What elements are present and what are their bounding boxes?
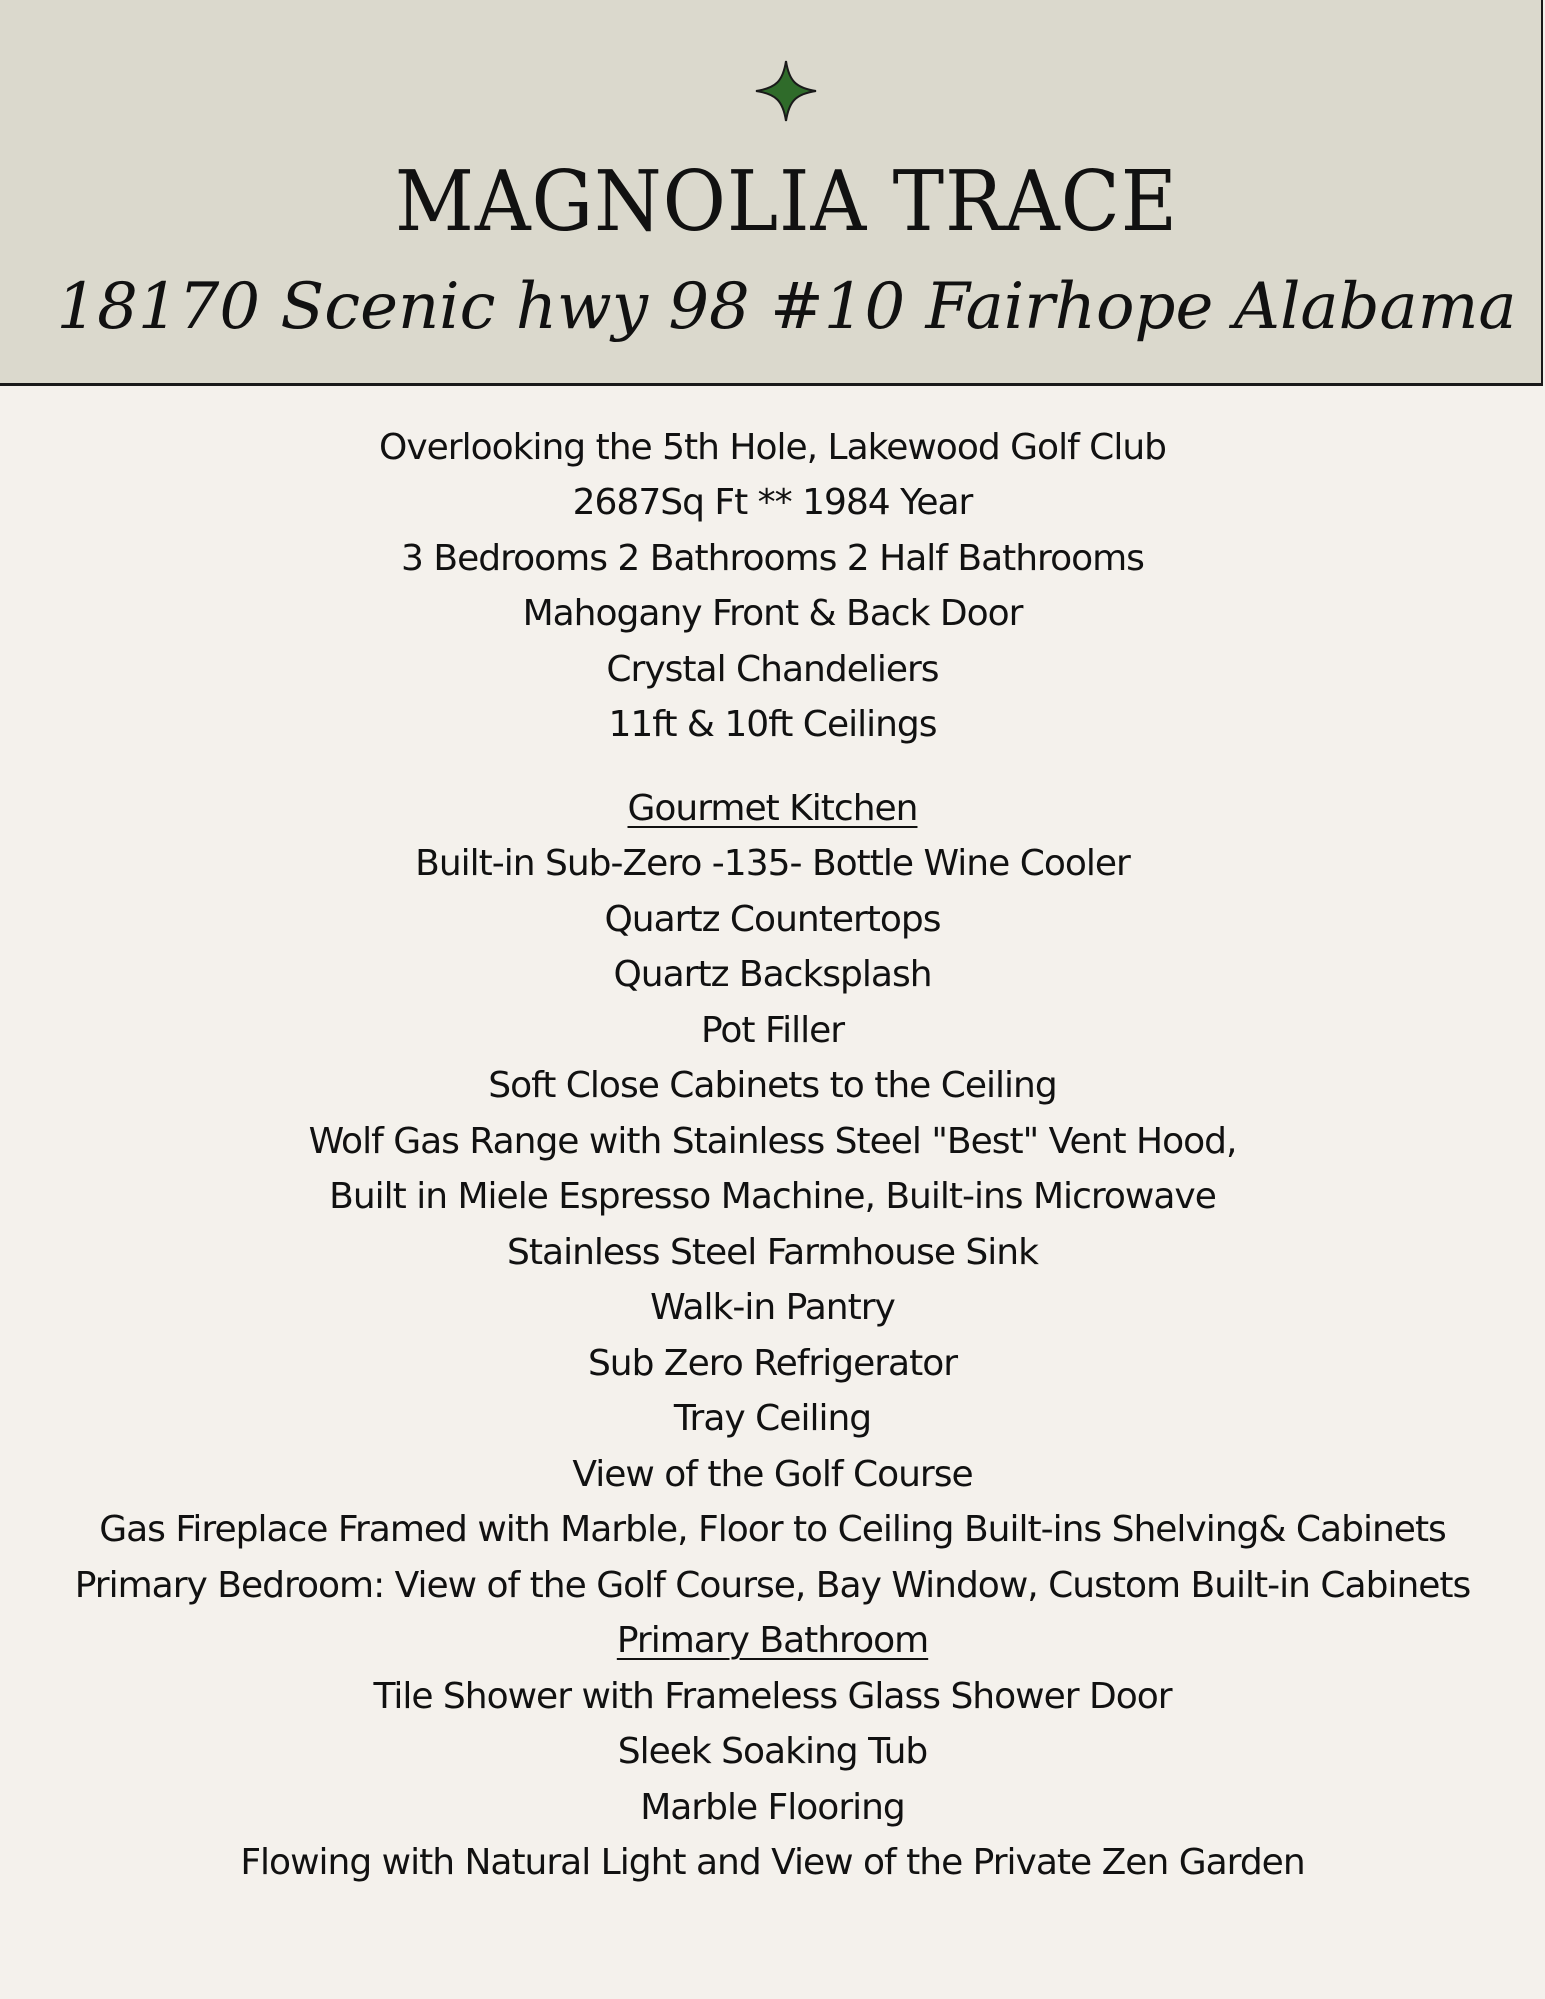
feature-item: Mahogany Front & Back Door xyxy=(522,593,1023,634)
feature-item: Built in Miele Espresso Machine, Built-ins Microwave xyxy=(329,1176,1216,1217)
feature-item: Wolf Gas Range with Stainless Steel "Best" Vent Hood, xyxy=(308,1121,1237,1162)
feature-item: View of the Golf Course xyxy=(572,1454,973,1495)
header-banner xyxy=(0,0,1543,386)
feature-item: 3 Bedrooms 2 Bathrooms 2 Half Bathrooms xyxy=(401,538,1144,579)
feature-item: Pot Filler xyxy=(700,1010,845,1051)
feature-item: Stainless Steel Farmhouse Sink xyxy=(507,1232,1038,1273)
feature-item: Primary Bedroom: View of the Golf Course, Bay Window, Custom Built-in Cabinets xyxy=(74,1565,1471,1606)
feature-item: 11ft & 10ft Ceilings xyxy=(608,704,937,745)
section-heading-kitchen: Gourmet Kitchen xyxy=(627,788,918,829)
feature-item: Crystal Chandeliers xyxy=(606,649,939,690)
section-heading-bathroom: Primary Bathroom xyxy=(616,1620,929,1661)
feature-item: 2687Sq Ft ** 1984 Year xyxy=(572,482,973,523)
feature-item: Soft Close Cabinets to the Ceiling xyxy=(488,1065,1057,1106)
feature-item: Marble Flooring xyxy=(640,1787,905,1828)
feature-item: Overlooking the 5th Hole, Lakewood Golf Club xyxy=(378,427,1166,468)
page-title: MAGNOLIA TRACE xyxy=(394,153,1178,250)
feature-item: Walk-in Pantry xyxy=(650,1287,895,1328)
feature-item: Flowing with Natural Light and View of the Private Zen Garden xyxy=(240,1842,1305,1883)
feature-item: Tray Ceiling xyxy=(673,1398,872,1439)
feature-item: Quartz Countertops xyxy=(604,899,941,940)
feature-item: Quartz Backsplash xyxy=(613,954,932,995)
four-point-star-icon xyxy=(754,59,818,123)
feature-item: Sub Zero Refrigerator xyxy=(587,1343,958,1384)
feature-item: Tile Shower with Frameless Glass Shower Door xyxy=(373,1676,1172,1717)
property-address: 18170 Scenic hwy 98 #10 Fairhope Alabama xyxy=(56,270,1517,344)
feature-item: Built-in Sub-Zero -135- Bottle Wine Cooler xyxy=(415,843,1130,884)
feature-item: Sleek Soaking Tub xyxy=(617,1731,928,1772)
feature-item: Gas Fireplace Framed with Marble, Floor to Ceiling Built-ins Shelving& Cabinets xyxy=(99,1509,1446,1550)
